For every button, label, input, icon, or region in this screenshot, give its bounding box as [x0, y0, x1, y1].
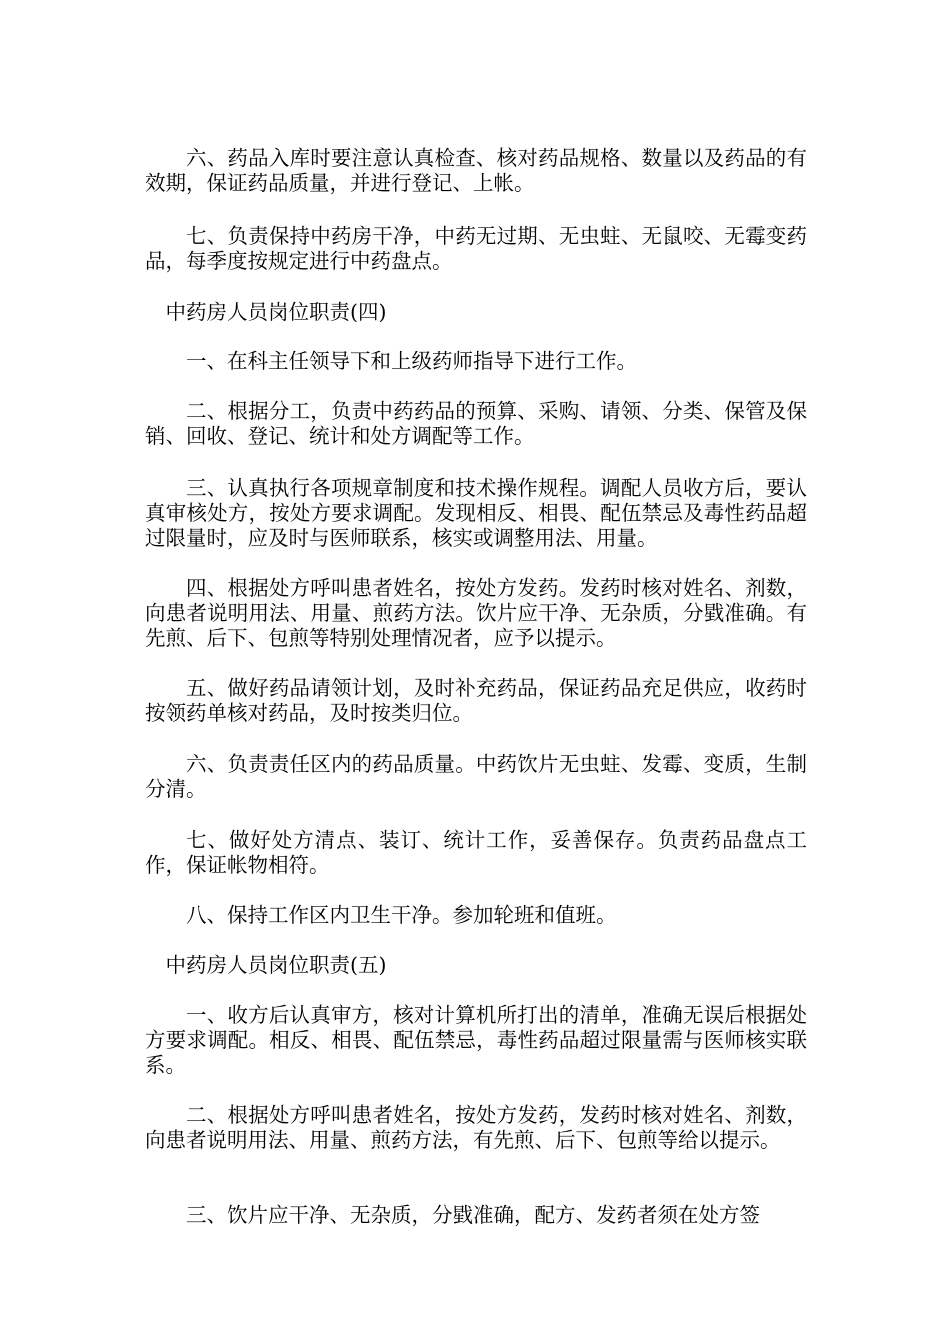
paragraph-1c: 一、收方后认真审方，核对计算机所打出的清单，准确无误后根据处方要求调配。相反、相畏、配伍禁忌，毒性药品超过限量需与医师核实联系。 — [145, 1003, 807, 1077]
paragraph-1b: 一、在科主任领导下和上级药师指导下进行工作。 — [186, 349, 637, 373]
paragraph-7b: 七、做好处方清点、装订、统计工作，妥善保存。负责药品盘点工作，保证帐物相符。 — [145, 828, 807, 877]
section-heading-4: 中药房人员岗位职责(四) — [165, 300, 387, 324]
paragraph-6b: 六、负责责任区内的药品质量。中药饮片无虫蛀、发霉、变质，生制分清。 — [145, 752, 807, 801]
paragraph-3c: 三、饮片应干净、无杂质，分戥准确，配方、发药者须在处方签 — [186, 1203, 760, 1227]
paragraph-2c: 二、根据处方呼叫患者姓名，按处方发药，发药时核对姓名、剂数，向患者说明用法、用量、煎药方法，有先煎、后下、包煎等给以提示。 — [145, 1103, 807, 1152]
paragraph-7a: 七、负责保持中药房干净，中药无过期、无虫蛀、无鼠咬、无霉变药品，每季度按规定进行中药盘点。 — [145, 224, 807, 273]
paragraph-8b: 八、保持工作区内卫生干净。参加轮班和值班。 — [186, 903, 617, 927]
paragraph-4b: 四、根据处方呼叫患者姓名，按处方发药。发药时核对姓名、剂数，向患者说明用法、用量、煎药方法。饮片应干净、无杂质，分戥准确。有先煎、后下、包煎等特别处理情况者，应予以提示。 — [145, 576, 807, 650]
paragraph-3b: 三、认真执行各项规章制度和技术操作规程。调配人员收方后，要认真审核处方，按处方要求调配。发现相反、相畏、配伍禁忌及毒性药品超过限量时，应及时与医师联系，核实或调整用法、用量。 — [145, 476, 807, 550]
paragraph-6a: 六、药品入库时要注意认真检查、核对药品规格、数量以及药品的有效期，保证药品质量，并进行登记、上帐。 — [145, 146, 807, 195]
paragraph-2b: 二、根据分工，负责中药药品的预算、采购、请领、分类、保管及保销、回收、登记、统计和处方调配等工作。 — [145, 399, 807, 448]
paragraph-5b: 五、做好药品请领计划，及时补充药品，保证药品充足供应，收药时按领药单核对药品，及时按类归位。 — [145, 676, 807, 725]
section-heading-5: 中药房人员岗位职责(五) — [165, 953, 387, 977]
